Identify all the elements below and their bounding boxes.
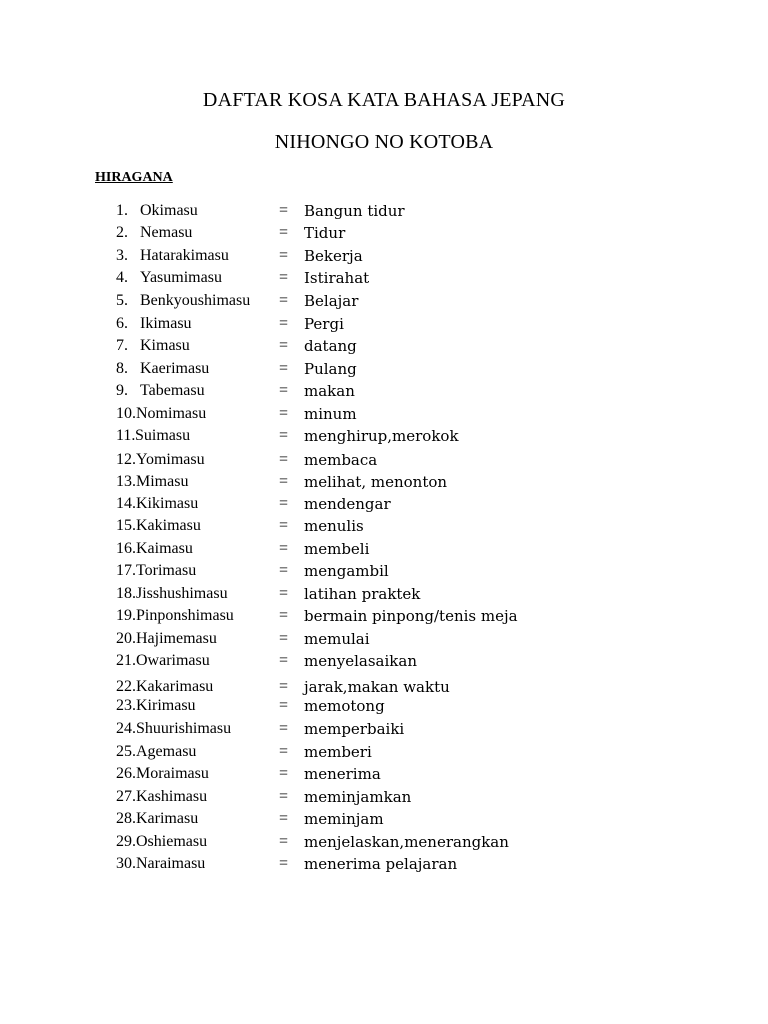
vocab-row: [0, 628, 768, 650]
vocab-row: [0, 358, 768, 380]
equals-sign: =: [279, 247, 289, 264]
vocab-meaning: minum: [304, 405, 357, 423]
equals-sign: =: [279, 337, 289, 354]
vocab-row: [0, 763, 768, 785]
vocab-row: [0, 695, 768, 717]
vocab-term: Ikimasu: [140, 315, 192, 332]
vocab-term: Nomimasu: [136, 405, 207, 422]
vocab-number: 30.: [116, 855, 136, 872]
vocab-term: Hatarakimasu: [140, 247, 229, 264]
vocab-row: [0, 449, 768, 471]
vocab-row: [0, 853, 768, 875]
vocab-term: Yasumimasu: [140, 269, 222, 286]
vocab-meaning: membaca: [304, 451, 378, 469]
vocab-meaning: membeli: [304, 540, 370, 558]
vocab-term: Naraimasu: [136, 855, 206, 872]
vocab-meaning: menerima pelajaran: [304, 855, 458, 873]
vocab-term: Hajimemasu: [136, 630, 217, 647]
section-heading: HIRAGANA: [95, 170, 173, 185]
vocab-number: 12.: [116, 451, 136, 468]
vocab-number: 8.: [116, 360, 128, 377]
equals-sign: =: [279, 405, 289, 422]
vocab-meaning: bermain pinpong/tenis meja: [304, 607, 518, 625]
vocab-term: Kashimasu: [136, 788, 208, 805]
vocab-term: Oshiemasu: [136, 833, 208, 850]
vocab-number: 26.: [116, 765, 136, 782]
vocab-term: Kaerimasu: [140, 360, 210, 377]
vocab-term: Kaimasu: [136, 540, 193, 557]
vocab-number: 18.: [116, 585, 136, 602]
vocab-meaning: meminjamkan: [304, 788, 412, 806]
equals-sign: =: [279, 810, 289, 827]
vocab-term: Kirimasu: [136, 697, 196, 714]
equals-sign: =: [279, 224, 289, 241]
vocab-meaning: Tidur: [304, 224, 346, 242]
equals-sign: =: [279, 607, 289, 624]
vocab-row: [0, 786, 768, 808]
document-subtitle: NIHONGO NO KOTOBA: [274, 131, 494, 153]
vocab-term: Pinponshimasu: [136, 607, 234, 624]
vocab-row: [0, 831, 768, 853]
vocab-number: 24.: [116, 720, 136, 737]
equals-sign: =: [279, 540, 289, 557]
vocab-row: [0, 200, 768, 222]
vocab-row: [0, 605, 768, 627]
equals-sign: =: [279, 292, 289, 309]
equals-sign: =: [279, 451, 289, 468]
equals-sign: =: [279, 315, 289, 332]
equals-sign: =: [279, 788, 289, 805]
vocab-row: [0, 718, 768, 740]
vocab-number: 2.: [116, 224, 128, 241]
vocab-meaning: menghirup,merokok: [304, 427, 459, 445]
vocab-row: [0, 403, 768, 425]
vocab-row: [0, 425, 768, 447]
document-title: DAFTAR KOSA KATA BAHASA JEPANG: [202, 89, 566, 111]
vocab-term: Kimasu: [140, 337, 190, 354]
equals-sign: =: [279, 678, 289, 695]
vocab-number: 25.: [116, 743, 136, 760]
vocab-term: Shuurishimasu: [136, 720, 232, 737]
equals-sign: =: [279, 562, 289, 579]
vocab-row: [0, 560, 768, 582]
equals-sign: =: [279, 855, 289, 872]
vocab-row: [0, 808, 768, 830]
vocab-term: Moraimasu: [136, 765, 209, 782]
vocab-meaning: memberi: [304, 743, 372, 761]
vocab-meaning: mendengar: [304, 495, 391, 513]
vocab-number: 22.: [116, 678, 136, 695]
vocab-meaning: makan: [304, 382, 355, 400]
vocab-row: [0, 741, 768, 763]
vocab-meaning: latihan praktek: [304, 585, 421, 603]
vocab-row: [0, 380, 768, 402]
equals-sign: =: [279, 765, 289, 782]
equals-sign: =: [279, 743, 289, 760]
vocab-number: 27.: [116, 788, 136, 805]
equals-sign: =: [279, 360, 289, 377]
vocab-number: 3.: [116, 247, 128, 264]
equals-sign: =: [279, 495, 289, 512]
vocab-row: [0, 471, 768, 493]
vocab-number: 29.: [116, 833, 136, 850]
vocab-meaning: Pergi: [304, 315, 344, 333]
vocab-number: 14.: [116, 495, 136, 512]
vocab-term: Okimasu: [140, 202, 198, 219]
vocab-meaning: memperbaiki: [304, 720, 405, 738]
vocab-meaning: mengambil: [304, 562, 389, 580]
equals-sign: =: [279, 427, 289, 444]
vocab-row: [0, 335, 768, 357]
vocab-row: [0, 583, 768, 605]
vocab-term: Suimasu: [135, 427, 191, 444]
vocab-row: [0, 313, 768, 335]
vocab-number: 28.: [116, 810, 136, 827]
vocab-meaning: memotong: [304, 697, 385, 715]
vocab-number: 15.: [116, 517, 136, 534]
equals-sign: =: [279, 697, 289, 714]
equals-sign: =: [279, 585, 289, 602]
vocab-term: Kikimasu: [136, 495, 199, 512]
vocab-meaning: jarak,makan waktu: [304, 678, 450, 696]
vocab-term: Nemasu: [140, 224, 193, 241]
vocab-row: [0, 493, 768, 515]
vocab-number: 4.: [116, 269, 128, 286]
vocab-number: 7.: [116, 337, 128, 354]
vocab-number: 19.: [116, 607, 136, 624]
vocab-meaning: memulai: [304, 630, 370, 648]
vocab-term: Kakarimasu: [136, 678, 214, 695]
vocab-number: 11.: [116, 427, 136, 444]
vocab-row: [0, 222, 768, 244]
vocab-meaning: Istirahat: [304, 269, 370, 287]
vocab-row: [0, 245, 768, 267]
equals-sign: =: [279, 630, 289, 647]
vocab-meaning: Bangun tidur: [304, 202, 405, 220]
vocab-meaning: Bekerja: [304, 247, 363, 265]
vocab-number: 16.: [116, 540, 136, 557]
vocab-number: 10.: [116, 405, 136, 422]
vocab-number: 9.: [116, 382, 128, 399]
vocab-meaning: menjelaskan,menerangkan: [304, 833, 509, 851]
equals-sign: =: [279, 652, 289, 669]
equals-sign: =: [279, 473, 289, 490]
vocab-row: [0, 267, 768, 289]
vocab-meaning: datang: [304, 337, 357, 355]
vocab-term: Kakimasu: [136, 517, 201, 534]
vocab-term: Karimasu: [136, 810, 199, 827]
vocab-row: [0, 290, 768, 312]
vocab-term: Jisshushimasu: [136, 585, 228, 602]
vocab-number: 5.: [116, 292, 128, 309]
equals-sign: =: [279, 517, 289, 534]
vocab-meaning: Belajar: [304, 292, 359, 310]
vocab-meaning: melihat, menonton: [304, 473, 448, 491]
equals-sign: =: [279, 202, 289, 219]
vocab-term: Tabemasu: [140, 382, 205, 399]
vocab-number: 23.: [116, 697, 136, 714]
vocab-term: Mimasu: [136, 473, 189, 490]
vocab-term: Agemasu: [136, 743, 197, 760]
equals-sign: =: [279, 269, 289, 286]
vocab-meaning: meminjam: [304, 810, 384, 828]
vocab-term: Benkyoushimasu: [140, 292, 251, 309]
vocab-number: 1.: [116, 202, 128, 219]
equals-sign: =: [279, 833, 289, 850]
vocab-meaning: Pulang: [304, 360, 357, 378]
vocab-meaning: menulis: [304, 517, 364, 535]
vocab-row: [0, 515, 768, 537]
vocab-meaning: menerima: [304, 765, 381, 783]
vocab-number: 6.: [116, 315, 128, 332]
vocab-number: 17.: [116, 562, 136, 579]
vocab-number: 13.: [116, 473, 136, 490]
vocab-row: [0, 650, 768, 672]
vocab-number: 21.: [116, 652, 136, 669]
vocab-number: 20.: [116, 630, 136, 647]
vocab-row: [0, 538, 768, 560]
vocab-term: Owarimasu: [136, 652, 210, 669]
equals-sign: =: [279, 720, 289, 737]
vocab-meaning: menyelasaikan: [304, 652, 417, 670]
vocab-term: Torimasu: [136, 562, 197, 579]
vocab-term: Yomimasu: [136, 451, 205, 468]
equals-sign: =: [279, 382, 289, 399]
